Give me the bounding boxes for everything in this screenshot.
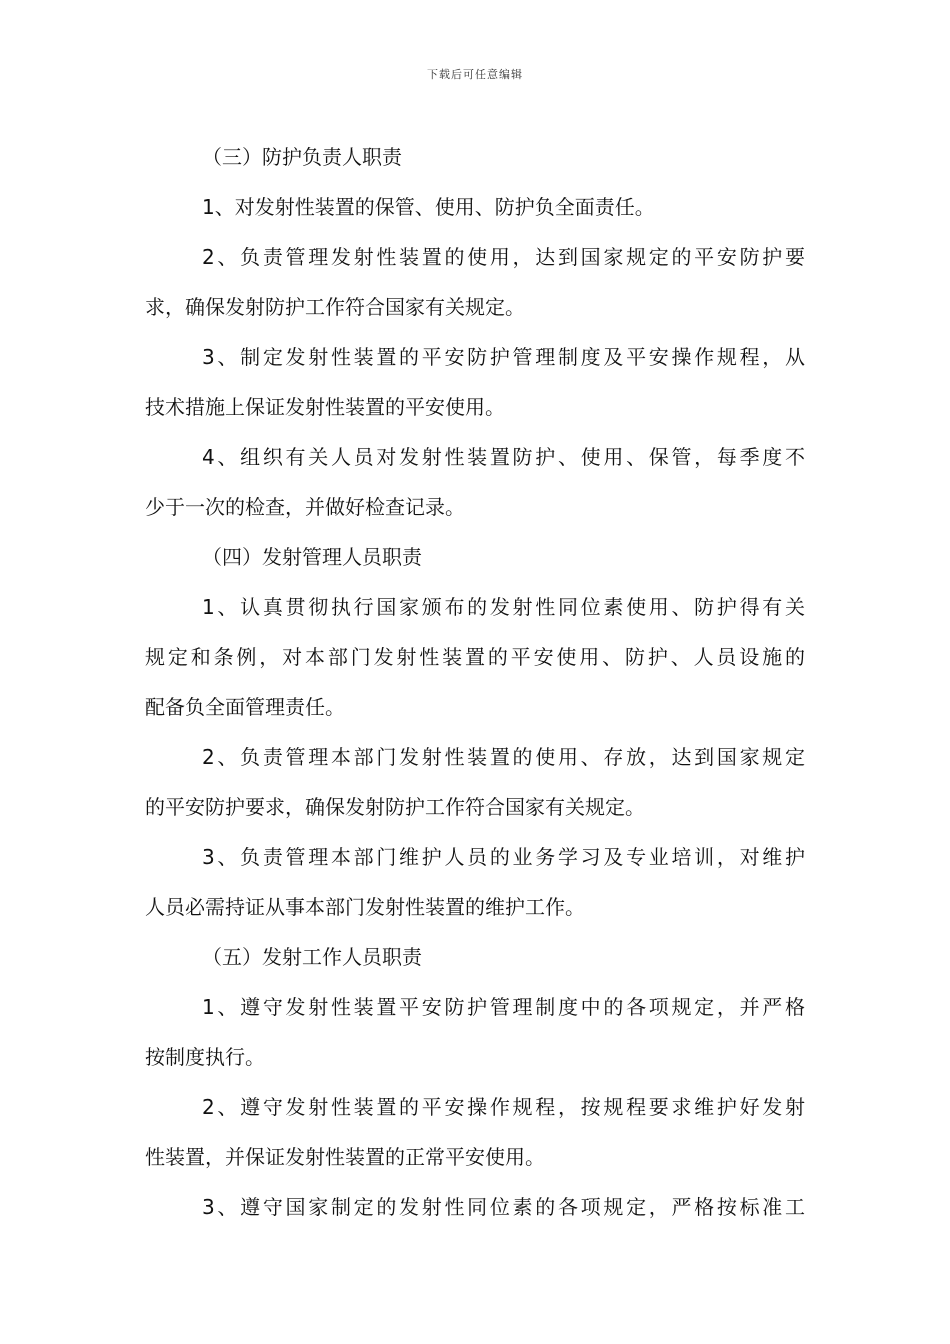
paragraph-line: 3、负责管理本部门维护人员的业务学习及专业培训，对维护 (202, 845, 805, 869)
page-header: 下载后可任意编辑 (427, 68, 523, 81)
paragraph-line: 3、遵守国家制定的发射性同位素的各项规定，严格按标准工 (202, 1195, 805, 1219)
paragraph-line: 规定和条例，对本部门发射性装置的平安使用、防护、人员设施的 (145, 645, 805, 669)
paragraph-line: 3、制定发射性装置的平安防护管理制度及平安操作规程，从 (202, 345, 805, 369)
paragraph-line: 2、遵守发射性装置的平安操作规程，按规程要求维护好发射 (202, 1095, 805, 1119)
paragraph-line: 1、认真贯彻执行国家颁布的发射性同位素使用、防护得有关 (202, 595, 805, 619)
section-heading-3: （三）防护负责人职责 (202, 145, 402, 169)
section-heading-5: （五）发射工作人员职责 (202, 945, 422, 969)
paragraph-line: 2、负责管理发射性装置的使用，达到国家规定的平安防护要 (202, 245, 805, 269)
section-heading-4: （四）发射管理人员职责 (202, 545, 422, 569)
paragraph-line: 2、负责管理本部门发射性装置的使用、存放，达到国家规定 (202, 745, 805, 769)
document-body (145, 132, 805, 1232)
paragraph-line: 求，确保发射防护工作符合国家有关规定。 (145, 295, 525, 319)
paragraph-line: 的平安防护要求，确保发射防护工作符合国家有关规定。 (145, 795, 645, 819)
paragraph-line: 性装置，并保证发射性装置的正常平安使用。 (145, 1145, 545, 1169)
paragraph-line: 4、组织有关人员对发射性装置防护、使用、保管，每季度不 (202, 445, 805, 469)
paragraph-line: 少于一次的检查，并做好检查记录。 (145, 495, 465, 519)
paragraph-line: 1、遵守发射性装置平安防护管理制度中的各项规定，并严格 (202, 995, 805, 1019)
paragraph-line: 按制度执行。 (145, 1045, 265, 1069)
paragraph-line: 人员必需持证从事本部门发射性装置的维护工作。 (145, 895, 585, 919)
paragraph-line: 配备负全面管理责任。 (145, 695, 345, 719)
paragraph-line: 技术措施上保证发射性装置的平安使用。 (145, 395, 505, 419)
paragraph-line: 1、对发射性装置的保管、使用、防护负全面责任。 (202, 195, 655, 219)
